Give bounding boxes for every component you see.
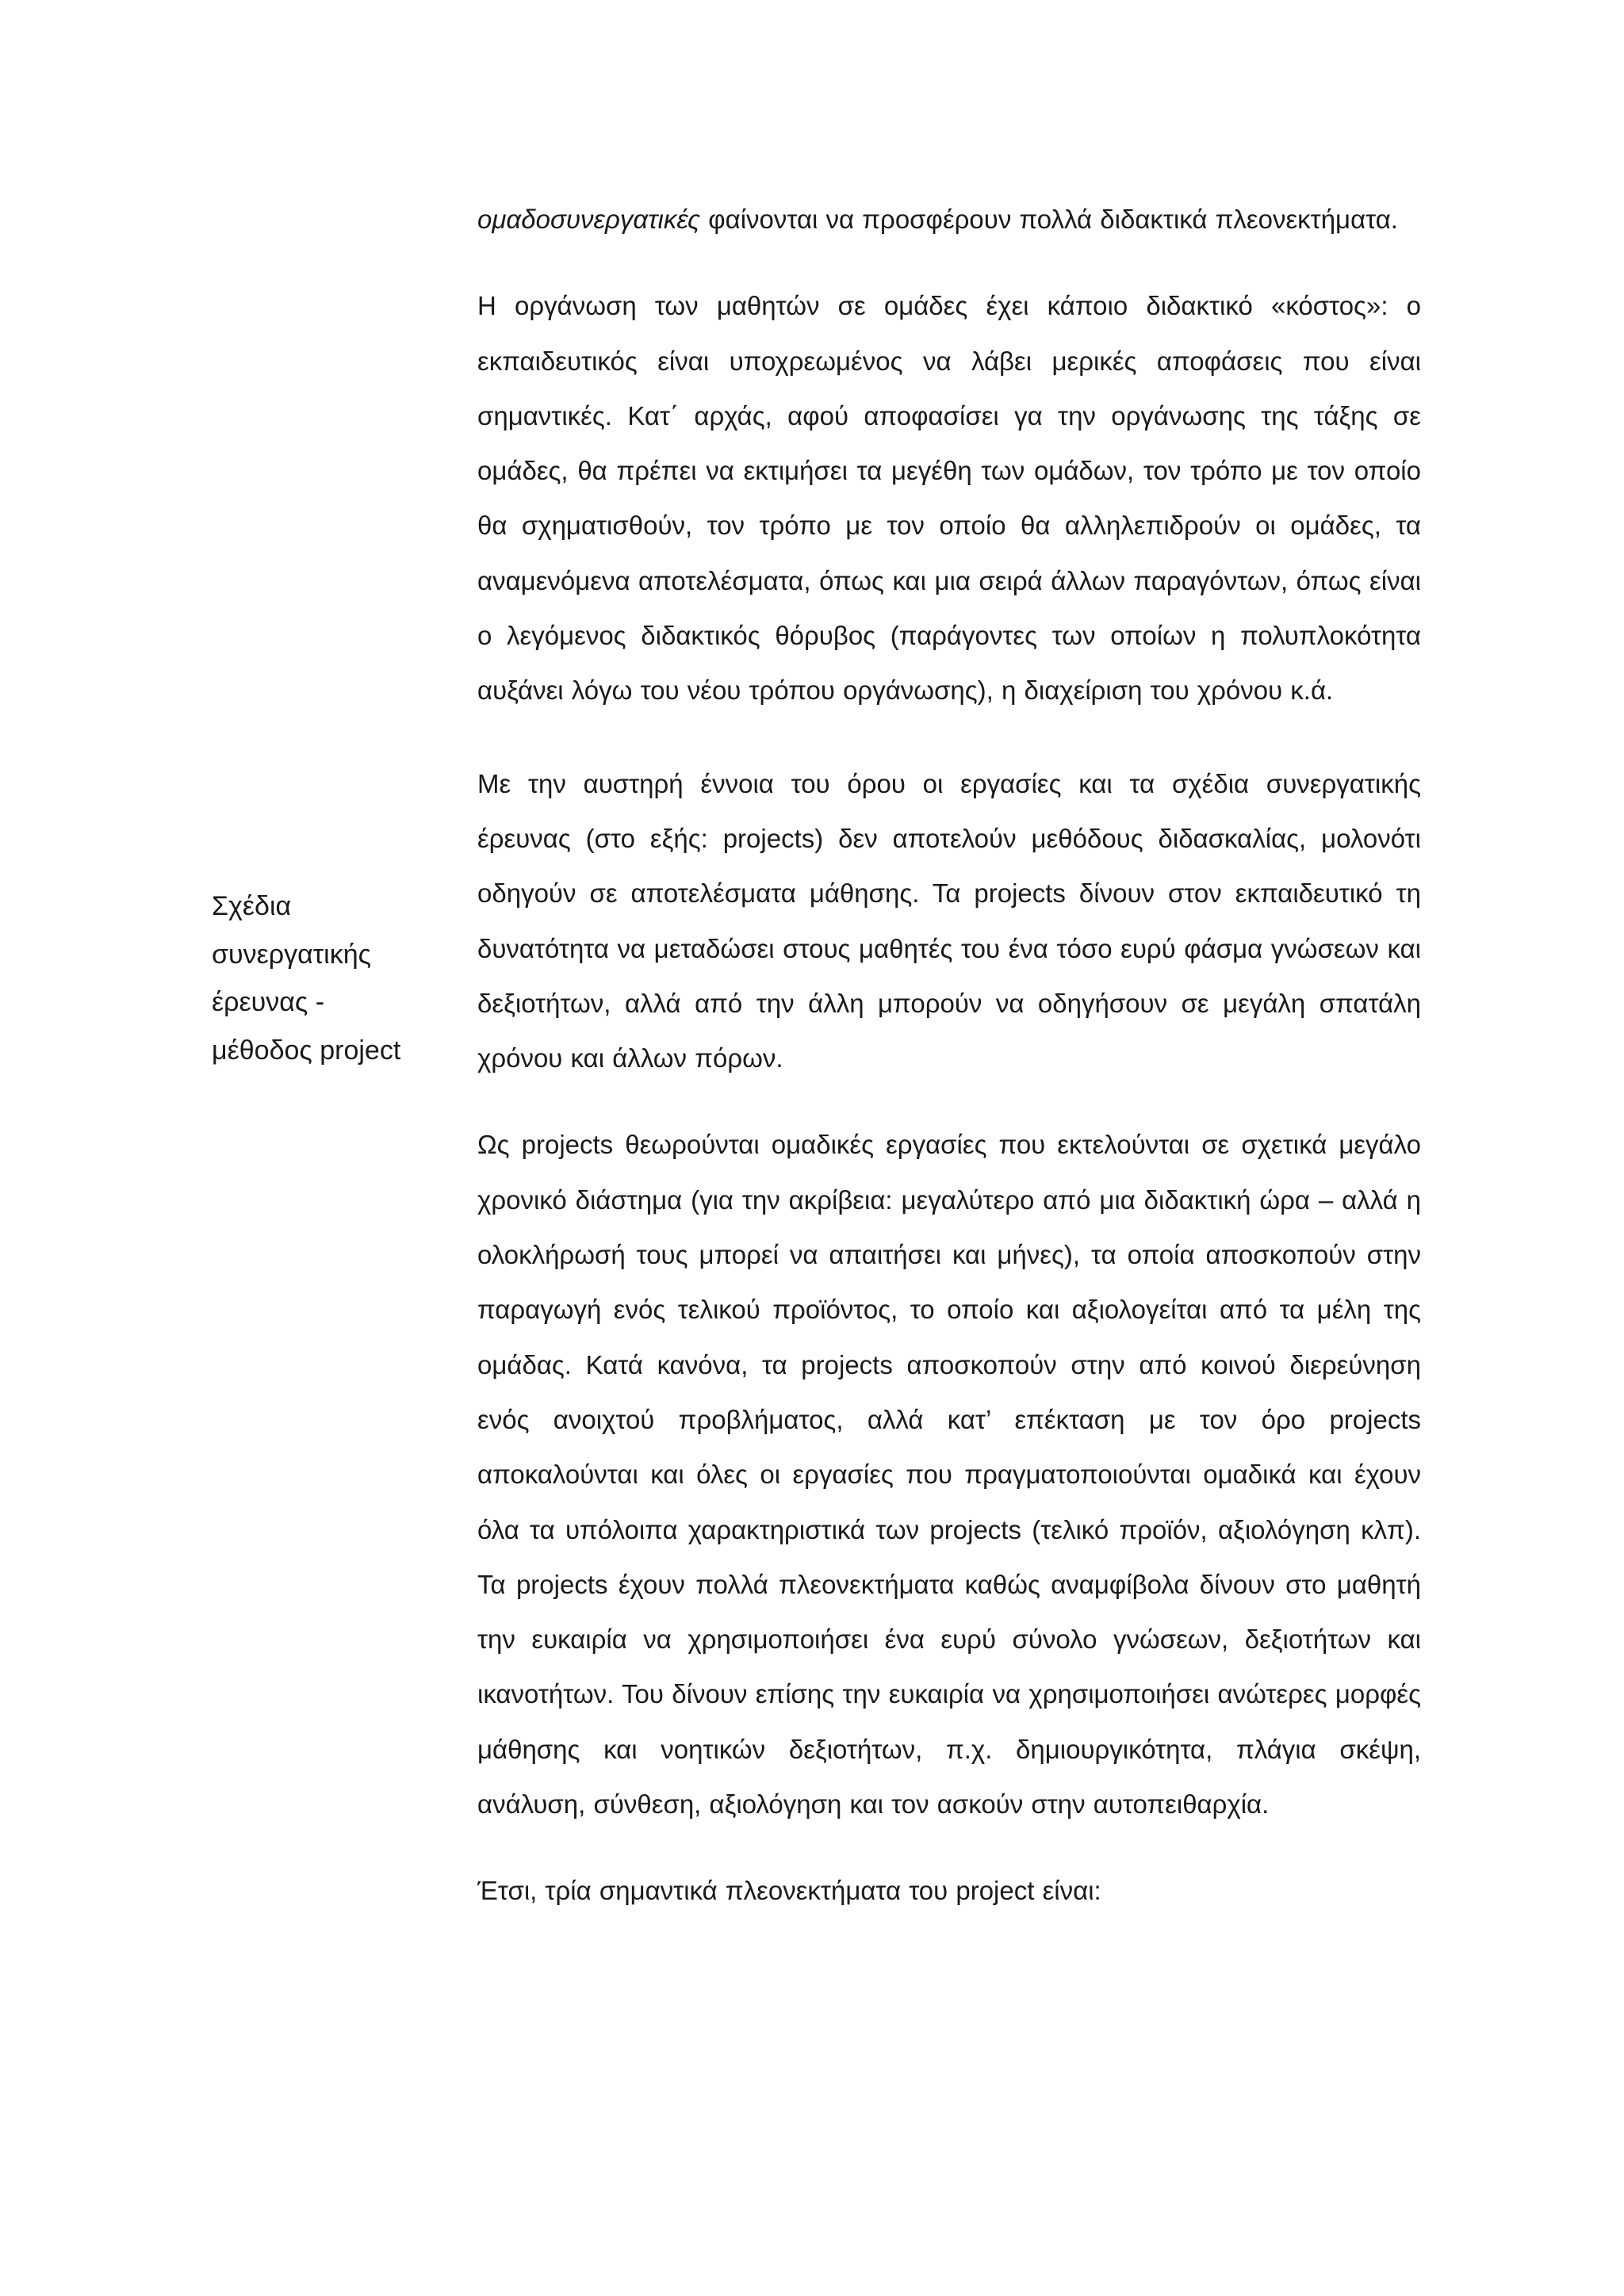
margin-note-line: μέθοδος project [212,1035,401,1066]
paragraph-1 [477,192,1421,247]
paragraph-4: Ως projects θεωρούνται ομαδικές εργασίες που εκτελούνται σε σχετικά μεγάλο χρονικό διάστημα (για την ακρίβεια: μεγαλύτερο από μια διδακτική ώρα – αλλά η ολοκλήρωσή τους μπορεί να απαιτήσει και μήνες), τα οποία αποσκοπούν στην παραγωγή ενός τελικού προϊόντος, το οποίο και αξιολογείται από τα μέλη της ομάδας. Κατά κανόνα, τα projects αποσκοπούν στην από κοινού διερεύνηση ενός ανοιχτού προβλήματος, αλλά κατ’ επέκταση με τον όρο projects αποκαλούνται και όλες οι εργασίες που πραγματοποιούνται ομαδικά και έχουν όλα τα υπόλοιπα χαρακτηριστικά των projects (τελικό προϊόν, αξιολόγηση κλπ). Τα projects έχουν πολλά πλεονεκτήματα καθώς αναμφίβολα δίνουν στο μαθητή την ευκαιρία να χρησιμοποιήσει ένα ευρύ σύνολο γνώσεων, δεξιοτήτων και ικανοτήτων. Του δίνουν επίσης την ευκαιρία να χρησιμοποιήσει ανώτερες μορφές μάθησης και νοητικών δεξιοτήτων, π.χ. δημιουργικότητα, πλάγια σκέψη, ανάλυση, σύνθεση, αξιολόγηση και τον ασκούν στην αυτοπειθαρχία. [477,1130,1421,1820]
paragraph-2: Η οργάνωση των μαθητών σε ομάδες έχει κάποιο διδακτικό «κόστος»: ο εκπαιδευτικός είναι υποχρεωμένος να λάβει μερικές αποφάσεις που είναι σημαντικές. Κατ΄ αρχάς, αφού αποφασίσει γα την οργάνωσης της τάξης σε ομάδες, θα πρέπει να εκτιμήσει τα μεγέθη των ομάδων, τον τρόπο με τον οποίο θα σχηματισθούν, τον τρόπο με τον οποίο θα αλληλεπιδρούν οι ομάδες, τα αναμενόμενα αποτελέσματα, όπως και μια σειρά άλλων παραγόντων, όπως είναι ο λεγόμενος διδακτικός θόρυβος (παράγοντες των οποίων η πολυπλοκότητα αυξάνει λόγω του νέου τρόπου οργάνωσης), η διαχείριση του χρόνου κ.ά. [477,291,1421,706]
margin-note-line: έρευνας - [212,987,325,1017]
margin-note [212,882,426,1074]
main-text-column [477,192,1421,1950]
paragraph-5: Έτσι, τρία σημαντικά πλεονεκτήματα του project είναι: [477,1876,1101,1906]
margin-note-line: συνεργατικής [212,939,372,970]
paragraph-3: Με την αυστηρή έννοια του όρου οι εργασίες και τα σχέδια συνεργατικής έρευνας (στο εξής: projects) δεν αποτελούν μεθόδους διδασκαλίας, μολονότι οδηγούν σε αποτελέσματα μάθησης. Τα projects δίνουν στον εκπαιδευτικό τη δυνατότητα να μεταδώσει στους μαθητές του ένα τόσο ευρύ φάσμα γνώσεων και δεξιοτήτων, αλλά από την άλλη μπορούν να οδηγήσουν σε μεγάλη σπατάλη χρόνου και άλλων πόρων. [477,768,1421,1073]
italic-lead-word: ομαδοσυνεργατικές [477,205,701,234]
margin-note-line: Σχέδια [212,891,292,921]
paragraph-1-text: φαίνονται να προσφέρουν πολλά διδακτικά πλεονεκτήματα. [700,205,1398,234]
